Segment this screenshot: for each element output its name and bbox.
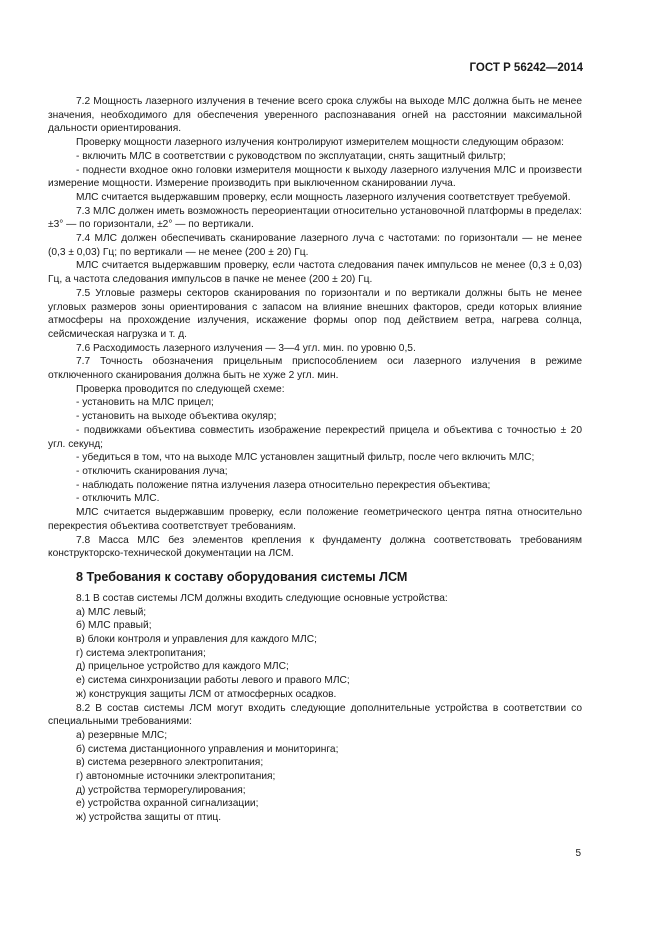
list-item: е) устройства охранной сигнализации; bbox=[76, 798, 259, 810]
paragraph: - установить на выходе объектива окуляр; bbox=[76, 411, 277, 423]
paragraph: Проверка проводится по следующей схеме: bbox=[76, 383, 285, 395]
page-number: 5 bbox=[575, 848, 581, 859]
paragraph: Проверку мощности лазерного излучения контролируют измерителем мощности следующим образом: bbox=[76, 137, 564, 149]
paragraph: 7.8 Масса МЛС без элементов крепления к фундаменту должна соответствовать требованиям конструкторско-технической документации на ЛСМ. bbox=[48, 534, 582, 560]
paragraph: - поднести входное окно головки измерителя мощности к выходу лазерного излучения МЛС и произвести измерение мощности. Измерение производить при выключенном сканировании луча. bbox=[48, 164, 582, 190]
paragraph: 7.3 МЛС должен иметь возможность переориентации относительно установочной платформы в пределах: ±3° — по горизонтали, ±2° — по вертикали. bbox=[48, 205, 582, 231]
list-item: б) МЛС правый; bbox=[76, 620, 152, 632]
paragraph-8-2: 8.2 В состав системы ЛСМ могут входить следующие дополнительные устройства в соответствии со специальными требованиями: bbox=[48, 702, 582, 728]
list-item: д) прицельное устройство для каждого МЛС; bbox=[76, 661, 289, 673]
paragraph: - отключить МЛС. bbox=[76, 493, 160, 505]
list-item: е) система синхронизации работы левого и правого МЛС; bbox=[76, 675, 350, 687]
main-devices-list bbox=[48, 606, 582, 702]
section-title: 8 Требования к составу оборудования системы ЛСМ bbox=[76, 569, 408, 584]
paragraph: 7.6 Расходимость лазерного излучения — 3—4 угл. мин. по уровню 0,5. bbox=[76, 342, 416, 354]
paragraph: - включить МЛС в соответствии с руководством по эксплуатации, снять защитный фильтр; bbox=[76, 150, 506, 162]
paragraph: - наблюдать положение пятна излучения лазера относительно перекрестия объектива; bbox=[76, 479, 491, 491]
section-7-continued bbox=[48, 95, 582, 561]
paragraph: - убедиться в том, что на выходе МЛС установлен защитный фильтр, после чего включить МЛС; bbox=[76, 452, 535, 464]
paragraph: МЛС считается выдержавшим проверку, если положение геометрического центра пятна относительно перекрестия объектива соответствует требованиям. bbox=[48, 507, 582, 532]
paragraph: МЛС считается выдержавшим проверку, если мощность лазерного излучения соответствует требуемой. bbox=[76, 191, 571, 203]
list-item: а) резервные МЛС; bbox=[76, 729, 168, 741]
list-item: в) система резервного электропитания; bbox=[76, 757, 264, 769]
paragraph: 7.2 Мощность лазерного излучения в течение всего срока службы на выходе МЛС должна быть не менее значения, необходимого для обеспечения уверенного распознавания огней на расстоянии максимальной дальности ориентирования. bbox=[48, 96, 582, 135]
paragraph-8-1: 8.1 В состав системы ЛСМ должны входить следующие основные устройства: bbox=[76, 592, 448, 604]
paragraph: 7.4 МЛС должен обеспечивать сканирование лазерного луча с частотами: по горизонтали — не менее (0,3 ± 0,03) Гц; по вертикали — не менее (200 ± 20) Гц. bbox=[48, 233, 582, 258]
paragraph: - подвижками объектива совместить изображение перекрестий прицела и объектива с точностью ± 20 угл. секунд; bbox=[48, 424, 582, 450]
list-item: ж) конструкция защиты ЛСМ от атмосферных осадков. bbox=[76, 688, 337, 700]
document-id: ГОСТ Р 56242—2014 bbox=[469, 62, 583, 74]
paragraph: - установить на МЛС прицел; bbox=[76, 397, 214, 409]
paragraph: 7.7 Точность обозначения прицельным приспособлением оси лазерного излучения в режиме отключенного сканирования должна быть не хуже 2 угл. мин. bbox=[48, 356, 582, 382]
section-8 bbox=[48, 570, 582, 825]
paragraph: 7.5 Угловые размеры секторов сканирования по горизонтали и по вертикали должны быть не менее угловых размеров зоны ориентирования с запасом на влияние внешних факторов, среди которых влияние атмосферы на прохождение излучения, искажение формы опор под действием ветра, нагрева солнца, сейсмическая нагрузка и т. д. bbox=[48, 287, 582, 340]
additional-devices-list bbox=[48, 729, 582, 825]
list-item: а) МЛС левый; bbox=[76, 606, 147, 618]
list-item: г) система электропитания; bbox=[76, 647, 206, 659]
paragraph: - отключить сканирования луча; bbox=[76, 465, 228, 477]
paragraph: МЛС считается выдержавшим проверку, если частота следования пачек импульсов не менее (0,3 ± 0,03) Гц, а частота следования импульсов в пачке не менее (200 ± 20) Гц. bbox=[48, 260, 582, 286]
list-item: ж) устройства защиты от птиц. bbox=[76, 812, 222, 824]
list-item: б) система дистанционного управления и мониторинга; bbox=[76, 743, 339, 755]
list-item: в) блоки контроля и управления для каждого МЛС; bbox=[76, 634, 317, 646]
list-item: д) устройства терморегулирования; bbox=[76, 784, 246, 796]
list-item: г) автономные источники электропитания; bbox=[76, 771, 276, 783]
page-content bbox=[48, 95, 582, 825]
